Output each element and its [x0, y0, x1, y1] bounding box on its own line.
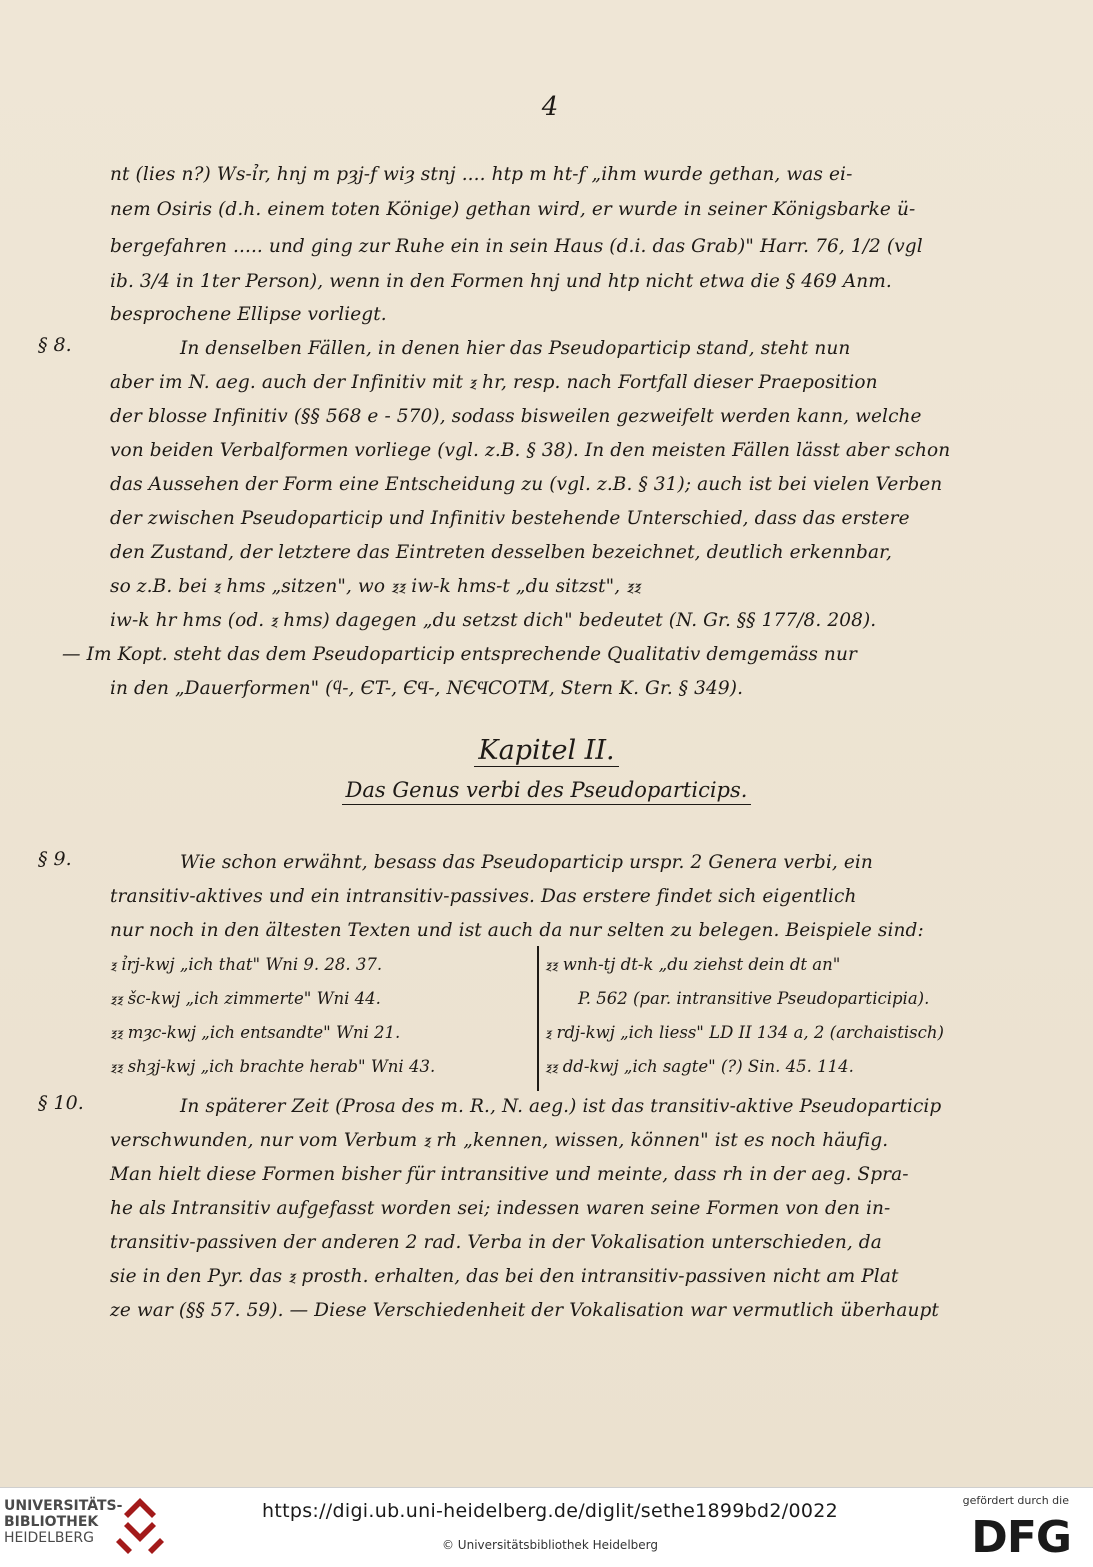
library-logo[interactable]: UNIVERSITÄTS- BIBLIOTHEK HEIDELBERG: [4, 1498, 123, 1546]
chapter-title: Kapitel II.: [0, 735, 1093, 766]
funded-by-label: gefördert durch die: [962, 1494, 1069, 1507]
example-left: ⲝⲝ shȝj-kwj „ich brachte herab" Wni 43.: [110, 1057, 436, 1076]
text-line: iw-k hr hms (od. ⲝ hms) dagegen „du setzst dich" bedeutet (N. Gr. §§ 177/8. 208).: [110, 610, 877, 631]
page-number: 4: [541, 92, 559, 122]
text-line: besprochene Ellipse vorliegt.: [110, 304, 387, 325]
text-line: der blosse Infinitiv (§§ 568 e - 570), sodass bisweilen gezweifelt werden kann, welche: [110, 406, 922, 427]
text-line: von beiden Verbalformen vorliege (vgl. z.B. § 38). In den meisten Fällen lässt aber schon: [110, 440, 951, 461]
library-emblem-icon: [112, 1494, 168, 1556]
column-divider: [537, 946, 539, 1091]
example-right: ⲝ rdj-kwj „ich liess" LD II 134 a, 2 (archaistisch): [545, 1023, 944, 1042]
text-line: aber im N. aeg. auch der Infinitiv mit ⲝ hr, resp. nach Fortfall dieser Praeposition: [110, 372, 878, 393]
dfg-logo[interactable]: DFG: [971, 1512, 1071, 1563]
text-line: ze war (§§ 57. 59). — Diese Verschiedenheit der Vokalisation war vermutlich überhaupt: [110, 1300, 939, 1321]
text-line: bergefahren ..... und ging zur Ruhe ein in sein Haus (d.i. das Grab)" Harr. 76, 1/2 (vgl: [110, 236, 923, 257]
text-line: verschwunden, nur vom Verbum ⲝ rh „kennen, wissen, können" ist es noch häufig.: [110, 1130, 889, 1151]
permalink-url[interactable]: https://digi.ub.uni-heidelberg.de/diglit/sethe1899bd2/0022: [262, 1500, 838, 1522]
viewer-footer: [0, 1487, 1093, 1567]
text-line: in den „Dauerformen" (ϥ-, ЄT-, ЄϤ-, NЄϤCOTM, Stern K. Gr. § 349).: [110, 678, 744, 699]
text-line: In späterer Zeit (Prosa des m. R., N. aeg.) ist das transitiv-aktive Pseudoparticip: [180, 1096, 942, 1117]
text-line: — Im Kopt. steht das dem Pseudoparticip entsprechende Qualitativ demgemäss nur: [62, 644, 857, 665]
example-right: ⲝⲝ dd-kwj „ich sagte" (?) Sin. 45. 114.: [545, 1057, 854, 1076]
text-line: he als Intransitiv aufgefasst worden sei; indessen waren seine Formen von den in-: [110, 1198, 891, 1219]
example-left: ⲝ ỉrj-kwj „ich that" Wni 9. 28. 37.: [110, 955, 383, 974]
text-line: nem Osiris (d.h. einem toten Könige) gethan wird, er wurde in seiner Königsbarke ü-: [110, 199, 916, 220]
text-line: sie in den Pyr. das ⲝ prosth. erhalten, das bei den intransitiv-passiven nicht am Plat: [110, 1266, 899, 1287]
text-line: transitiv-aktives und ein intransitiv-passives. Das erstere findet sich eigentlich: [110, 886, 857, 907]
text-line: das Aussehen der Form eine Entscheidung zu (vgl. z.B. § 31); auch ist bei vielen Verben: [110, 474, 943, 495]
example-right: P. 562 (par. intransitive Pseudoparticipia).: [578, 989, 930, 1008]
text-line: ib. 3/4 in 1ter Person), wenn in den Formen hnj und htp nicht etwa die § 469 Anm.: [110, 271, 892, 292]
text-line: Man hielt diese Formen bisher für intransitive und meinte, dass rh in der aeg. Spra-: [110, 1164, 909, 1185]
text-line: In denselben Fällen, in denen hier das Pseudoparticip stand, steht nun: [180, 338, 851, 359]
text-line: den Zustand, der letztere das Eintreten desselben bezeichnet, deutlich erkennbar,: [110, 542, 892, 563]
section-mark-8: § 8.: [38, 334, 72, 356]
text-line: Wie schon erwähnt, besass das Pseudoparticip urspr. 2 Genera verbi, ein: [180, 852, 873, 873]
text-line: transitiv-passiven der anderen 2 rad. Verba in der Vokalisation unterschieden, da: [110, 1232, 882, 1253]
text-line: der zwischen Pseudoparticip und Infinitiv bestehende Unterschied, dass das erstere: [110, 508, 910, 529]
example-left: ⲝⲝ šc-kwj „ich zimmerte" Wni 44.: [110, 989, 381, 1008]
chapter-subtitle: Das Genus verbi des Pseudoparticips.: [0, 778, 1093, 802]
copyright: © Universitätsbibliothek Heidelberg: [441, 1538, 658, 1552]
example-left: ⲝⲝ mȝc-kwj „ich entsandte" Wni 21.: [110, 1023, 401, 1042]
text-line: so z.B. bei ⲝ hms „sitzen", wo ⲝⲝ iw-k hms-t „du sitzst", ⲝⲝ: [110, 576, 641, 597]
text-line: nt (lies n?) Ws-ỉr, hnj m pȝj-f wiȝ stnj .... htp m ht-f „ihm wurde gethan, was ei-: [110, 164, 853, 185]
example-right: ⲝⲝ wnh-tj dt-k „du ziehst dein dt an": [545, 955, 841, 974]
section-mark-9: § 9.: [38, 848, 72, 870]
text-line: nur noch in den ältesten Texten und ist auch da nur selten zu belegen. Beispiele sind:: [110, 920, 924, 941]
section-mark-10: § 10.: [38, 1092, 84, 1114]
